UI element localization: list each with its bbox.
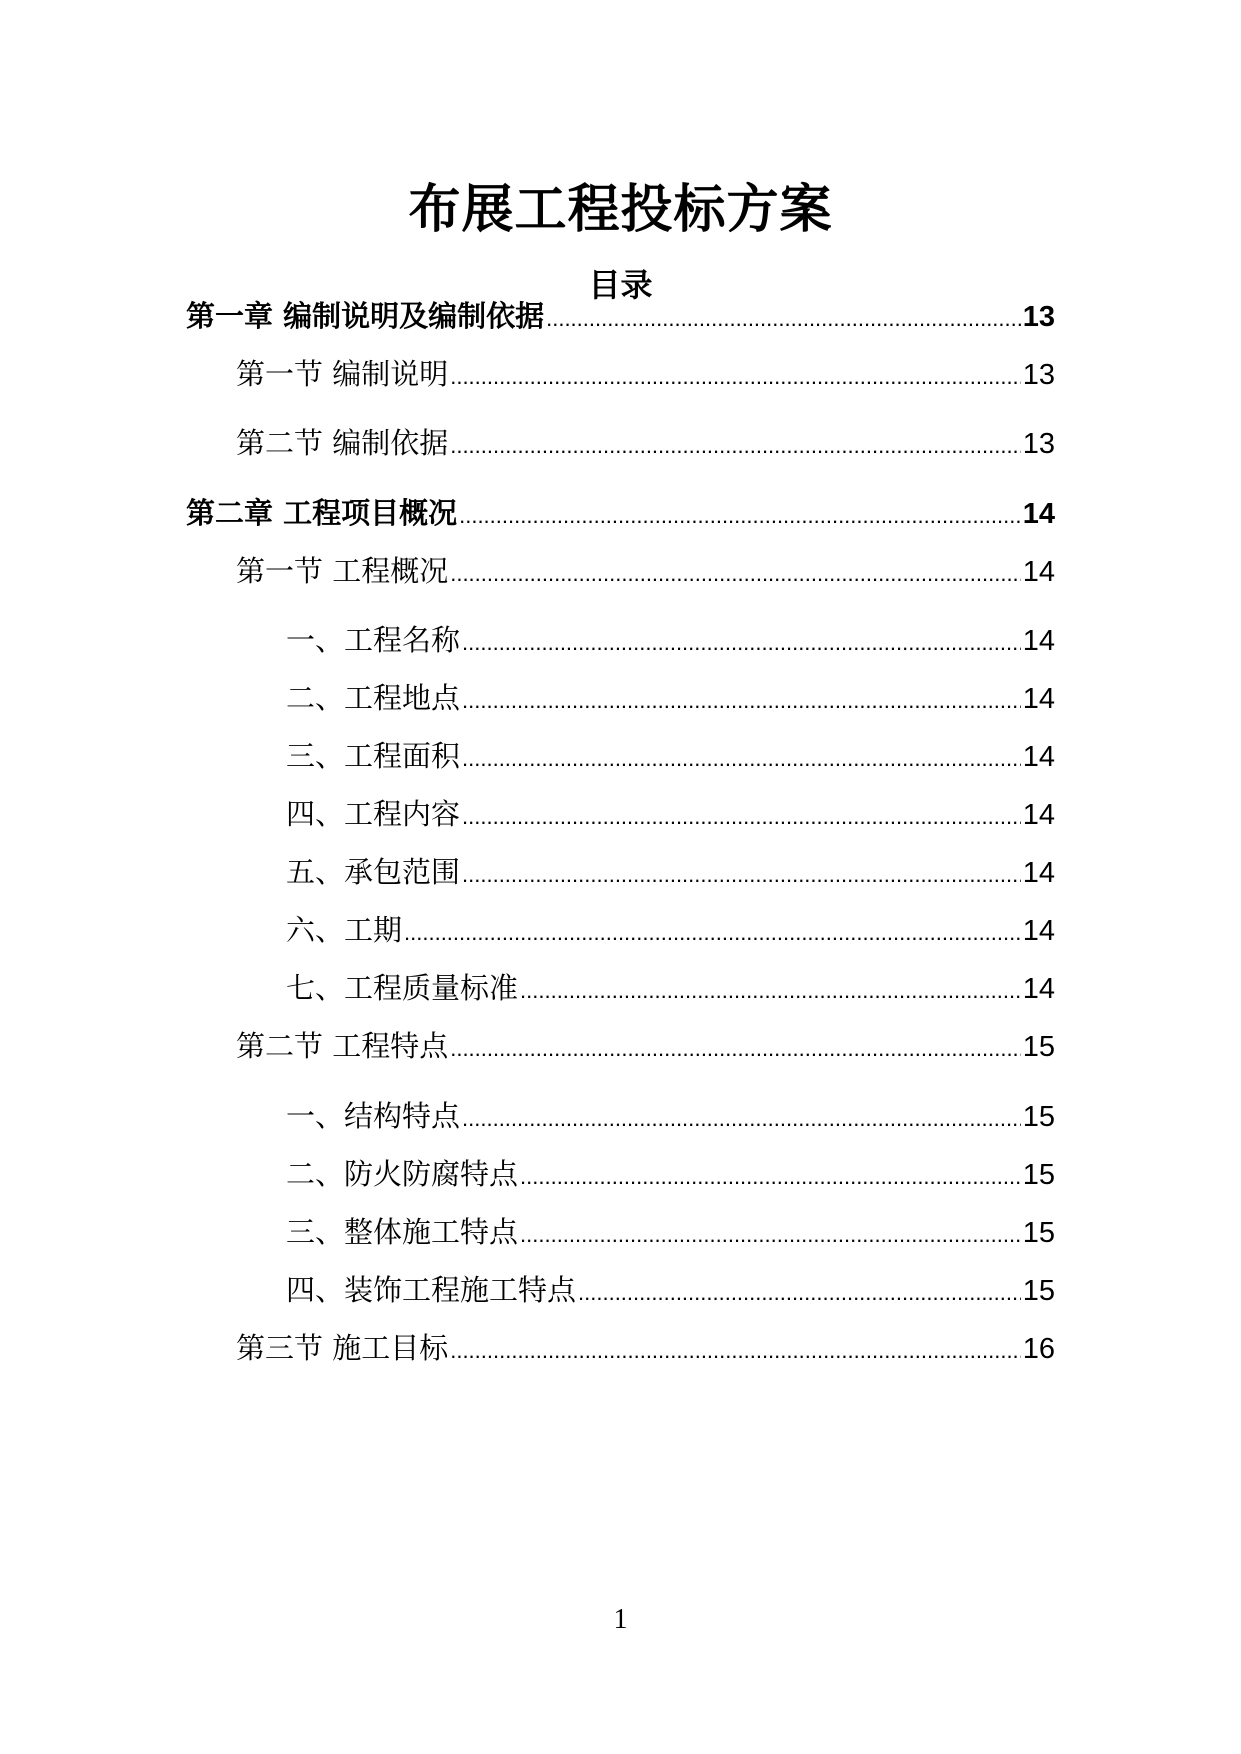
toc-heading: 目录 [588, 266, 653, 304]
toc-entry-section[interactable] [236, 423, 1055, 463]
toc-dot-leader [462, 681, 1021, 721]
toc-entry-label: 二、防火防腐特点 [286, 1157, 519, 1191]
toc-entry-page: 13 [1022, 359, 1055, 391]
toc-entry-page: 14 [1022, 683, 1055, 715]
toc-entry-page: 14 [1022, 625, 1055, 657]
toc-entry-page: 14 [1022, 857, 1055, 889]
toc-entry-page: 15 [1022, 1101, 1055, 1133]
document-title: 布展工程投标方案 [408, 180, 833, 240]
toc-dot-leader [450, 554, 1021, 594]
toc-dot-leader [462, 855, 1021, 895]
toc-entry-label: 第一节 工程概况 [236, 554, 449, 588]
toc-dot-leader [450, 1331, 1021, 1371]
toc-dot-leader [462, 1099, 1021, 1139]
toc-entry-section[interactable] [236, 551, 1055, 591]
toc-entry-page: 15 [1022, 1275, 1055, 1307]
toc-entry-label: 五、承包范围 [286, 855, 461, 889]
toc-entry-label: 三、整体施工特点 [286, 1215, 519, 1249]
toc-entry-page: 13 [1022, 428, 1055, 460]
toc-dot-leader [450, 426, 1021, 466]
toc-dot-leader [462, 623, 1021, 663]
page-number: 1 [613, 1604, 628, 1635]
toc-dot-leader [450, 357, 1021, 397]
toc-entry-chapter-2[interactable] [186, 493, 1055, 533]
toc-entry-page: 14 [1022, 498, 1055, 530]
toc-dot-leader [404, 913, 1021, 953]
toc-entry-label: 第三节 施工目标 [236, 1331, 449, 1365]
toc-entry-item[interactable] [286, 1212, 1055, 1252]
toc-entry-label: 四、工程内容 [286, 797, 461, 831]
toc-entry-label: 第一节 编制说明 [236, 357, 449, 391]
toc-entry-item[interactable] [286, 1096, 1055, 1136]
toc-entry-label: 二、工程地点 [286, 681, 461, 715]
toc-entry-item[interactable] [286, 678, 1055, 718]
toc-dot-leader [520, 1157, 1021, 1197]
toc-entry-item[interactable] [286, 1270, 1055, 1310]
toc-entry-item[interactable] [286, 910, 1055, 950]
toc-dot-leader [459, 496, 1021, 536]
toc-entry-label: 三、工程面积 [286, 739, 461, 773]
toc-entry-section[interactable] [236, 1328, 1055, 1368]
toc-entry-item[interactable] [286, 620, 1055, 660]
toc-dot-leader [546, 299, 1021, 339]
toc-entry-section[interactable] [236, 1026, 1055, 1066]
toc-entry-page: 15 [1022, 1031, 1055, 1063]
toc-entry-chapter-1[interactable] [186, 296, 1055, 336]
toc-entry-item[interactable] [286, 968, 1055, 1008]
toc-entry-label: 第二章 工程项目概况 [186, 496, 458, 530]
toc-entry-item[interactable] [286, 1154, 1055, 1194]
toc-dot-leader [462, 739, 1021, 779]
toc-entry-label: 第二节 工程特点 [236, 1029, 449, 1063]
toc-entry-item[interactable] [286, 852, 1055, 892]
toc-entry-page: 14 [1022, 915, 1055, 947]
toc-entry-page: 13 [1022, 301, 1055, 333]
toc-entry-page: 15 [1022, 1159, 1055, 1191]
toc-dot-leader [578, 1273, 1021, 1313]
toc-entry-item[interactable] [286, 736, 1055, 776]
toc-entry-label: 第一章 编制说明及编制依据 [186, 299, 545, 333]
toc-dot-leader [462, 797, 1021, 837]
toc-entry-label: 第二节 编制依据 [236, 426, 449, 460]
toc-entry-item[interactable] [286, 794, 1055, 834]
toc-entry-page: 14 [1022, 799, 1055, 831]
toc-entry-label: 七、工程质量标准 [286, 971, 519, 1005]
toc-dot-leader [520, 971, 1021, 1011]
toc-entry-page: 14 [1022, 741, 1055, 773]
toc-entry-label: 四、装饰工程施工特点 [286, 1273, 577, 1307]
toc-entry-section[interactable] [236, 354, 1055, 394]
toc-entry-label: 一、工程名称 [286, 623, 461, 657]
toc-entry-label: 一、结构特点 [286, 1099, 461, 1133]
toc-entry-page: 15 [1022, 1217, 1055, 1249]
toc-dot-leader [520, 1215, 1021, 1255]
toc-dot-leader [450, 1029, 1021, 1069]
toc-entry-page: 14 [1022, 556, 1055, 588]
toc-entry-page: 14 [1022, 973, 1055, 1005]
toc-entry-label: 六、工期 [286, 913, 403, 947]
toc-entry-page: 16 [1022, 1333, 1055, 1365]
